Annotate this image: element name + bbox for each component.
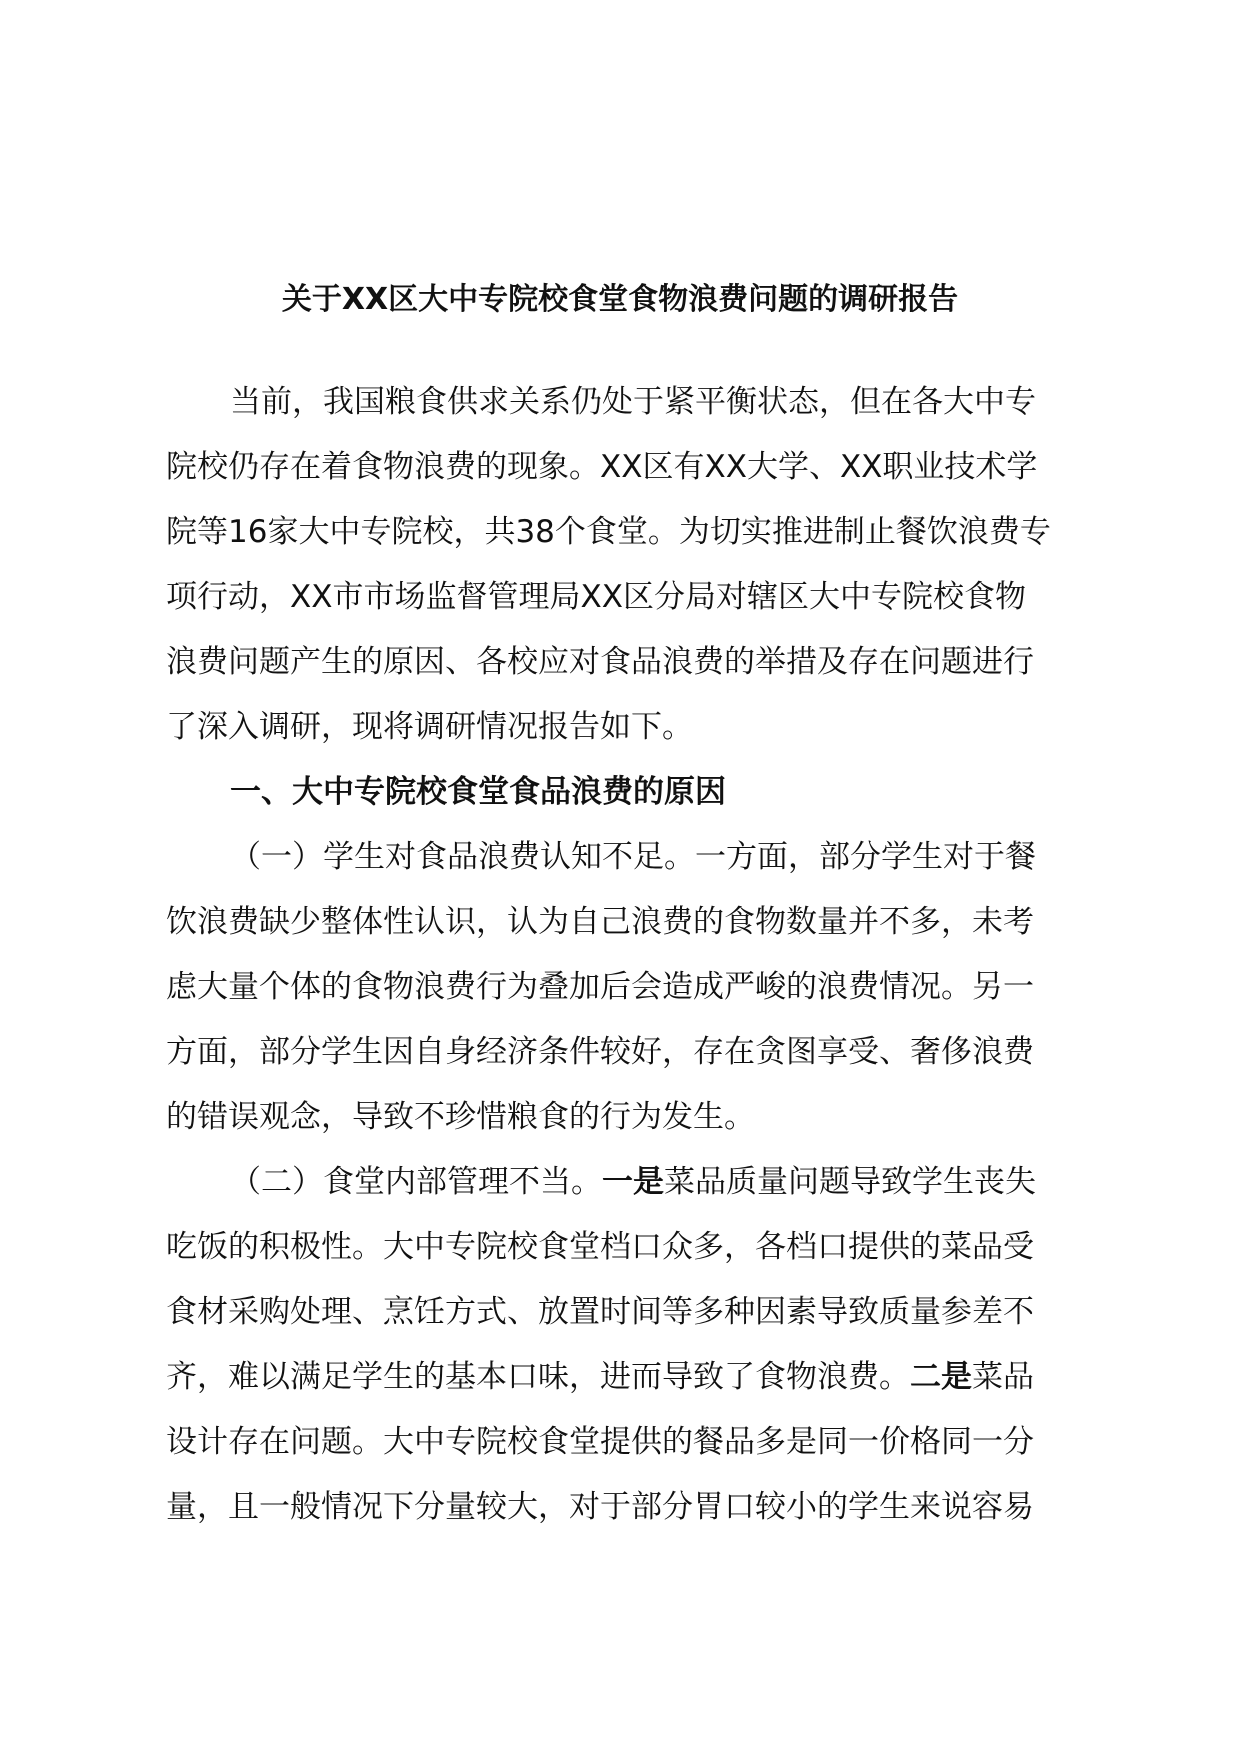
page-title: 关于XX区大中专院校食堂食物浪费问题的调研报告 [281, 282, 959, 317]
text-run: （二）食堂内部管理不当。 [230, 1164, 602, 1200]
paragraph-line: （一）学生对食品浪费认知不足。一方面，部分学生对于餐 [230, 839, 1036, 875]
text-run: 菜品 [972, 1359, 1034, 1395]
paragraph-line: 设计存在问题。大中专院校食堂提供的餐品多是同一价格同一分 [166, 1424, 1034, 1460]
paragraph-line: 浪费问题产生的原因、各校应对食品浪费的举措及存在问题进行 [166, 644, 1034, 680]
paragraph-line: 院等16家大中专院校，共38个食堂。为切实推进制止餐饮浪费专 [166, 514, 1051, 550]
paragraph-line: 了深入调研，现将调研情况报告如下。 [166, 709, 693, 745]
section-heading: 一、大中专院校食堂食品浪费的原因 [230, 774, 726, 810]
paragraph-line [166, 1150, 1121, 1215]
paragraph-line: 食材采购处理、烹饪方式、放置时间等多种因素导致质量参差不 [166, 1294, 1034, 1330]
paragraph-line: 方面，部分学生因自身经济条件较好，存在贪图享受、奢侈浪费 [166, 1034, 1034, 1070]
emphasis-text: 二是 [910, 1359, 972, 1395]
paragraph-line: 当前，我国粮食供求关系仍处于紧平衡状态，但在各大中专 [230, 384, 1036, 420]
paragraph-line: 饮浪费缺少整体性认识，认为自己浪费的食物数量并不多，未考 [166, 904, 1034, 940]
paragraph-line: 虑大量个体的食物浪费行为叠加后会造成严峻的浪费情况。另一 [166, 969, 1034, 1005]
text-run: 菜品质量问题导致学生丧失 [664, 1164, 1036, 1200]
document-body [166, 370, 1121, 1540]
paragraph-line: 的错误观念，导致不珍惜粮食的行为发生。 [166, 1099, 755, 1135]
text-run: 齐，难以满足学生的基本口味，进而导致了食物浪费。 [166, 1359, 910, 1395]
emphasis-text: 一是 [602, 1164, 664, 1200]
paragraph-line: 院校仍存在着食物浪费的现象。XX区有XX大学、XX职业技术学 [166, 449, 1038, 485]
paragraph-line [166, 1345, 1121, 1410]
paragraph-line: 吃饭的积极性。大中专院校食堂档口众多，各档口提供的菜品受 [166, 1229, 1034, 1265]
paragraph-line: 量，且一般情况下分量较大，对于部分胃口较小的学生来说容易 [166, 1489, 1034, 1525]
paragraph-line: 项行动，XX市市场监督管理局XX区分局对辖区大中专院校食物 [166, 579, 1026, 615]
